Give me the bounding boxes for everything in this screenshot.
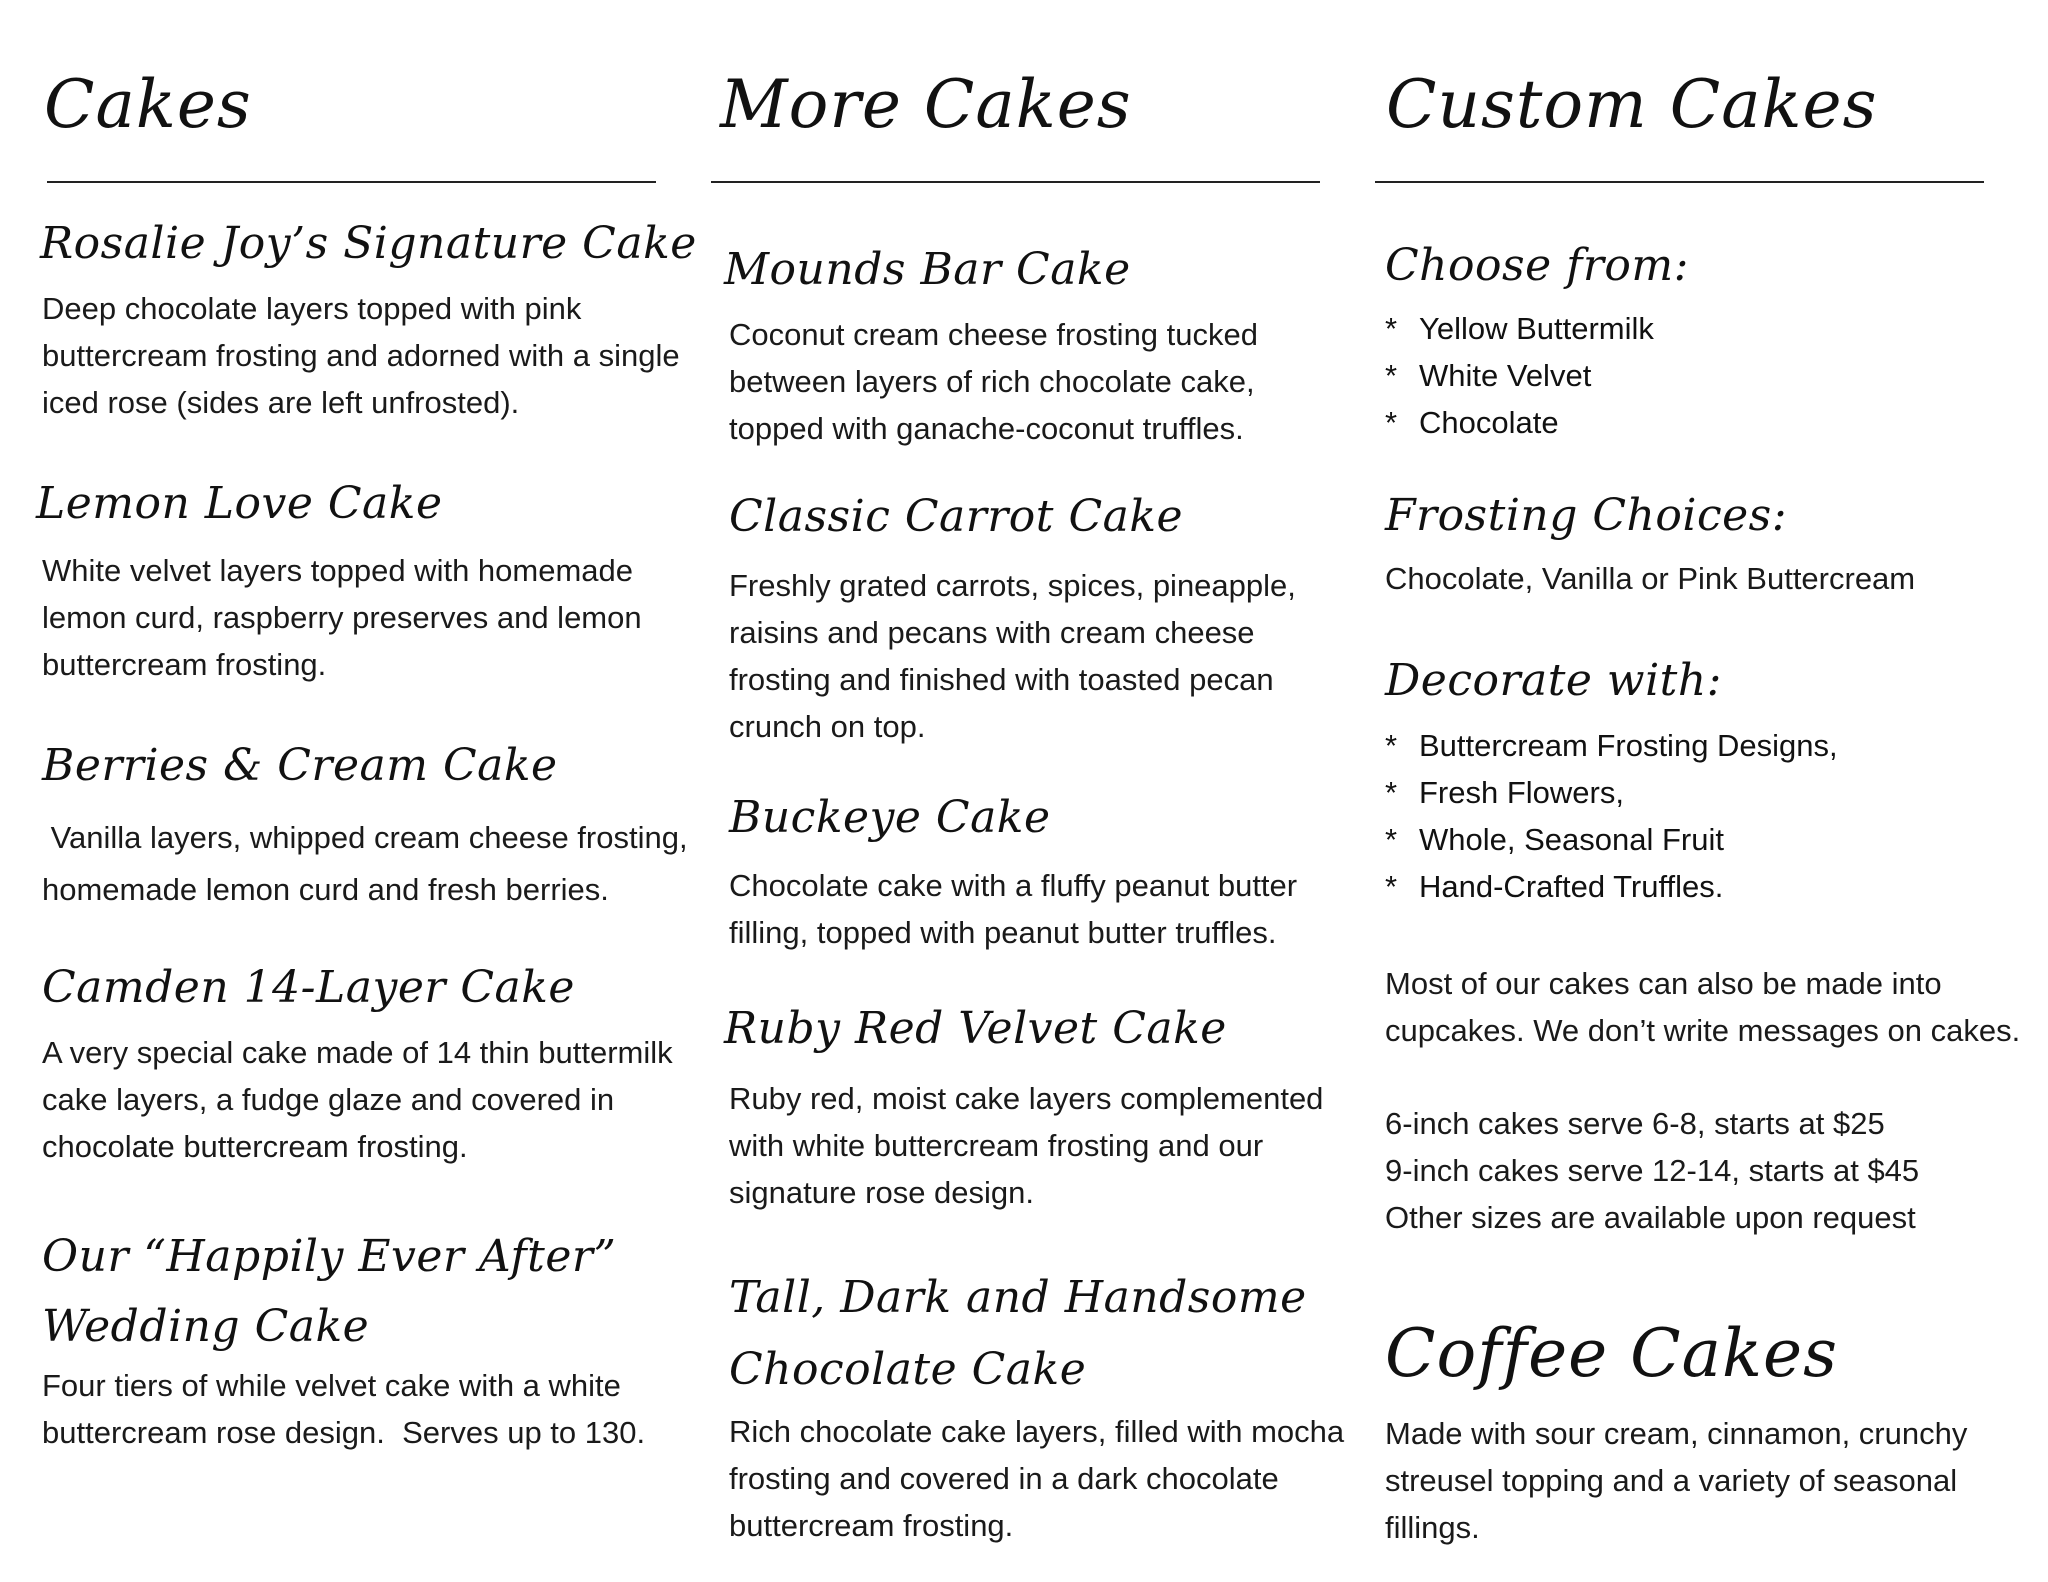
cake-desc-berries-cream: Vanilla layers, whipped cream cheese frosting, homemade lemon curd and fresh berries. xyxy=(42,820,688,907)
heading-divider xyxy=(47,181,656,183)
cake-name-camden: Camden 14-Layer Cake xyxy=(42,962,575,1013)
list-item: * Yellow Buttermilk xyxy=(1385,305,1654,352)
list-item: * Buttercream Frosting Designs, xyxy=(1385,722,1838,769)
cake-name-buckeye: Buckeye Cake xyxy=(729,792,1051,843)
coffee-cake-desc: Made with sour cream, cinnamon, crunchy streusel topping and a variety of seasonal fillings. xyxy=(1385,1416,1968,1545)
cake-desc-lemon-love: White velvet layers topped with homemade lemon curd, raspberry preserves and lemon buttercream frosting. xyxy=(42,553,642,682)
cake-desc-ruby-red: Ruby red, moist cake layers complemented with white buttercream frosting and our signature rose design. xyxy=(729,1081,1324,1210)
section-heading-more-cakes: More Cakes xyxy=(720,66,1132,143)
cake-name-lemon-love: Lemon Love Cake xyxy=(36,478,443,529)
cake-name-berries-cream: Berries & Cream Cake xyxy=(42,740,558,791)
heading-divider xyxy=(711,181,1320,183)
decoration-list xyxy=(1385,722,1838,910)
cake-name-tall-dark-handsome: Tall, Dark and Handsome Chocolate Cake xyxy=(729,1272,1307,1395)
cake-name-ruby-red: Ruby Red Velvet Cake xyxy=(724,1003,1227,1054)
size-pricing: 6-inch cakes serve 6-8, starts at $25 9-inch cakes serve 12-14, starts at $45 Other sizes are available upon request xyxy=(1385,1106,1920,1235)
list-item: * Hand-Crafted Truffles. xyxy=(1385,863,1838,910)
cake-name-mounds: Mounds Bar Cake xyxy=(724,244,1131,295)
frosting-choices-heading: Frosting Choices: xyxy=(1385,490,1788,541)
cake-name-signature: Rosalie Joy’s Signature Cake xyxy=(40,218,697,269)
list-item: * Chocolate xyxy=(1385,399,1654,446)
cake-desc-signature: Deep chocolate layers topped with pink buttercream frosting and adorned with a single iced rose (sides are left unfrosted). xyxy=(42,291,680,420)
cupcake-note: Most of our cakes can also be made into cupcakes. We don’t write messages on cakes. xyxy=(1385,966,2021,1048)
list-item: * Fresh Flowers, xyxy=(1385,769,1838,816)
cake-desc-mounds: Coconut cream cheese frosting tucked between layers of rich chocolate cake, topped with ganache-coconut truffles. xyxy=(729,317,1258,446)
heading-divider xyxy=(1375,181,1984,183)
frosting-choices-text: Chocolate, Vanilla or Pink Buttercream xyxy=(1385,561,1916,596)
decorate-with-heading: Decorate with: xyxy=(1385,655,1722,706)
cake-name-carrot: Classic Carrot Cake xyxy=(729,491,1184,542)
cake-desc-wedding: Four tiers of while velvet cake with a white buttercream rose design. Serves up to 130. xyxy=(42,1368,646,1450)
cake-desc-tall-dark-handsome: Rich chocolate cake layers, filled with mocha frosting and covered in a dark chocolate buttercream frosting. xyxy=(729,1414,1345,1543)
section-heading-cakes: Cakes xyxy=(44,66,252,143)
cake-desc-carrot: Freshly grated carrots, spices, pineapple, raisins and pecans with cream cheese frosting and finished with toasted pecan crunch on top. xyxy=(729,568,1296,744)
section-heading-coffee-cakes: Coffee Cakes xyxy=(1385,1315,1838,1392)
cake-desc-buckeye: Chocolate cake with a fluffy peanut butter filling, topped with peanut butter truffles. xyxy=(729,868,1298,950)
list-item: * Whole, Seasonal Fruit xyxy=(1385,816,1838,863)
base-flavor-list xyxy=(1385,305,1654,446)
list-item: * White Velvet xyxy=(1385,352,1654,399)
cake-desc-camden: A very special cake made of 14 thin buttermilk cake layers, a fudge glaze and covered in chocolate buttercream frosting. xyxy=(42,1035,673,1164)
section-heading-custom-cakes: Custom Cakes xyxy=(1386,66,1878,143)
choose-from-heading: Choose from: xyxy=(1385,240,1689,291)
cake-name-wedding: Our “Happily Ever After” Wedding Cake xyxy=(42,1231,617,1352)
